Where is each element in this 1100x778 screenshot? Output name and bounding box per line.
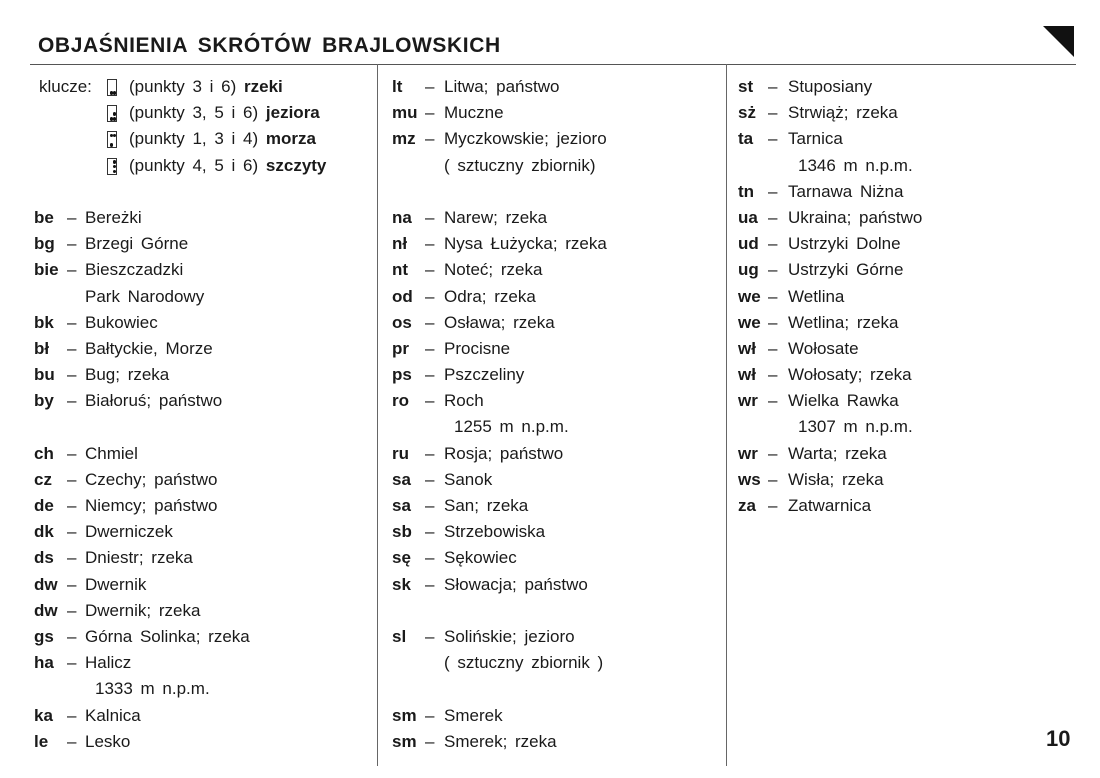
separator-dash: – [425, 338, 435, 358]
abbreviation-description: Ukraina; państwo [788, 207, 923, 227]
abbreviation-row [34, 703, 369, 729]
abbreviation-row [392, 441, 722, 467]
abbreviation-row [34, 493, 369, 519]
abbreviation-code: od [392, 286, 413, 306]
abbreviation-code: ua [738, 207, 758, 227]
legend-label: klucze: [39, 77, 92, 96]
separator-dash: – [425, 103, 435, 123]
abbreviation-code: st [738, 77, 754, 96]
abbreviation-row [34, 519, 369, 545]
abbreviation-description: Sękowiec [444, 548, 517, 568]
legend-item-text [129, 126, 316, 152]
separator-dash: – [67, 496, 77, 515]
abbreviation-row [34, 598, 369, 624]
separator-dash: – [67, 522, 77, 542]
abbreviation-description: Muczne [444, 103, 504, 123]
abbreviation-description: Wołosate [788, 338, 859, 358]
abbreviation-row [392, 336, 722, 362]
abbreviation-code: sm [392, 731, 417, 751]
abbreviation-code: ps [392, 365, 412, 385]
separator-dash: – [768, 312, 778, 332]
separator-dash: – [425, 260, 435, 280]
separator-dash: – [768, 469, 778, 489]
abbreviation-description: Ustrzyki Dolne [788, 234, 901, 254]
abbreviation-code: sl [392, 626, 407, 646]
abbreviation-description: Bug; rzeka [85, 365, 170, 385]
abbreviation-code: os [392, 312, 412, 332]
abbreviation-row [392, 598, 722, 624]
abbreviation-description: 1255 m n.p.m. [454, 417, 569, 437]
legend-item-text [129, 153, 326, 179]
abbreviation-row [34, 257, 369, 283]
abbreviation-code: we [738, 312, 761, 332]
separator-dash: – [67, 391, 77, 411]
abbreviation-description: Litwa; państwo [444, 77, 560, 96]
abbreviation-row [392, 205, 722, 231]
legend-points: (punkty 1, 3 i 4) [129, 129, 259, 149]
abbreviation-row [738, 310, 1068, 336]
separator-dash: – [425, 469, 435, 489]
abbreviation-row [392, 153, 722, 179]
abbreviation-description: Wetlina; rzeka [788, 312, 899, 332]
abbreviation-description: Dwernik; rzeka [85, 600, 201, 620]
abbreviation-row [392, 388, 722, 414]
legend-row [34, 74, 369, 100]
abbreviation-code: sa [392, 496, 411, 515]
abbreviation-description: Bieszczadzki [85, 260, 184, 280]
header-rule [30, 64, 1076, 65]
abbreviation-row [34, 545, 369, 571]
abbreviation-row [392, 572, 722, 598]
abbreviation-description: Myczkowskie; jezioro [444, 129, 607, 149]
abbreviation-row [738, 388, 1068, 414]
abbreviation-row [738, 74, 1068, 100]
abbreviation-description: Czechy; państwo [85, 469, 218, 489]
abbreviation-description: Strzebowiska [444, 522, 546, 542]
abbreviation-column-3 [738, 74, 1068, 519]
separator-dash: – [768, 365, 778, 385]
abbreviation-code: ch [34, 443, 54, 463]
separator-dash: – [425, 234, 435, 254]
abbreviation-description: Solińskie; jezioro [444, 626, 575, 646]
abbreviation-code: ha [34, 653, 54, 673]
abbreviation-description: Bukowiec [85, 312, 158, 332]
abbreviation-row [34, 362, 369, 388]
abbreviation-row [392, 729, 722, 755]
abbreviation-description: Park Narodowy [85, 286, 205, 306]
abbreviation-description: Smerek; rzeka [444, 731, 557, 751]
abbreviation-code: by [34, 391, 54, 411]
separator-dash: – [67, 653, 77, 673]
abbreviation-code: pr [392, 338, 409, 358]
abbreviation-row [392, 703, 722, 729]
abbreviation-description: Roch [444, 391, 484, 411]
abbreviation-description: Tarnica [788, 129, 843, 149]
abbreviation-row [392, 310, 722, 336]
abbreviation-code: ud [738, 234, 759, 254]
separator-dash: – [768, 181, 778, 201]
separator-dash: – [67, 443, 77, 463]
separator-dash: – [67, 548, 77, 568]
abbreviation-code: ro [392, 391, 409, 411]
separator-dash: – [425, 129, 435, 149]
separator-dash: – [425, 312, 435, 332]
abbreviation-description: San; rzeka [444, 496, 529, 515]
abbreviation-description: Tarnawa Niżna [788, 181, 904, 201]
braille-cell-icon [107, 158, 117, 175]
separator-dash: – [67, 731, 77, 751]
braille-key-legend [34, 74, 369, 205]
separator-dash: – [67, 365, 77, 385]
abbreviation-description: Wetlina [788, 286, 845, 306]
abbreviation-code: tn [738, 181, 755, 201]
abbreviation-code: wr [738, 443, 758, 463]
abbreviation-row [34, 729, 369, 755]
abbreviation-code: sż [738, 103, 756, 123]
abbreviation-code: ws [738, 469, 761, 489]
braille-dot-icon [113, 117, 117, 121]
abbreviation-row [392, 519, 722, 545]
abbreviation-code: sb [392, 522, 412, 542]
separator-dash: – [768, 77, 778, 96]
abbreviation-code: ru [392, 443, 409, 463]
abbreviation-description: ( sztuczny zbiornik) [444, 155, 596, 175]
abbreviation-description: Kalnica [85, 705, 141, 725]
abbreviation-row [392, 545, 722, 571]
abbreviation-code: sę [392, 548, 411, 568]
abbreviation-description: Lesko [85, 731, 131, 751]
braille-cell-icon [107, 105, 117, 122]
abbreviation-row [392, 231, 722, 257]
separator-dash: – [768, 496, 778, 515]
abbreviation-row [738, 257, 1068, 283]
separator-dash: – [67, 600, 77, 620]
abbreviation-row [34, 624, 369, 650]
separator-dash: – [768, 443, 778, 463]
abbreviation-row [34, 205, 369, 231]
abbreviation-description: Ustrzyki Górne [788, 260, 904, 280]
abbreviation-row [738, 336, 1068, 362]
abbreviation-column-1 [34, 74, 369, 755]
abbreviation-row [34, 467, 369, 493]
abbreviation-description: Noteć; rzeka [444, 260, 543, 280]
abbreviation-description: Strwiąż; rzeka [788, 103, 898, 123]
abbreviation-row [392, 179, 722, 205]
abbreviation-row [738, 126, 1068, 152]
abbreviation-row [392, 467, 722, 493]
abbreviation-code: wł [738, 365, 756, 385]
abbreviation-description: Stuposiany [788, 77, 873, 96]
abbreviation-row [392, 126, 722, 152]
abbreviation-code: ka [34, 705, 53, 725]
braille-dot-icon [113, 160, 117, 164]
legend-row [34, 100, 369, 126]
separator-dash: – [67, 626, 77, 646]
abbreviation-code: bu [34, 365, 55, 385]
abbreviation-description: Wielka Rawka [788, 391, 899, 411]
separator-dash: – [67, 705, 77, 725]
abbreviation-code: sm [392, 705, 417, 725]
braille-dot-icon [113, 91, 117, 95]
page-number: 10 [1046, 726, 1071, 751]
abbreviation-description: Białoruś; państwo [85, 391, 223, 411]
separator-dash: – [425, 77, 435, 96]
abbreviation-description: 1333 m n.p.m. [95, 679, 210, 699]
separator-dash: – [67, 207, 77, 227]
abbreviation-description: Smerek [444, 705, 503, 725]
separator-dash: – [67, 260, 77, 280]
abbreviation-description: Dwerniczek [85, 522, 173, 542]
abbreviation-description: Niemcy; państwo [85, 496, 218, 515]
abbreviation-column-2 [392, 74, 722, 755]
separator-dash: – [425, 574, 435, 594]
separator-dash: – [425, 365, 435, 385]
separator-dash: – [425, 496, 435, 515]
legend-meaning: morza [265, 129, 316, 149]
abbreviation-row [34, 441, 369, 467]
abbreviation-row [738, 231, 1068, 257]
abbreviation-code: ta [738, 129, 754, 149]
abbreviation-row [392, 362, 722, 388]
abbreviation-code: cz [34, 469, 52, 489]
braille-dot-icon [113, 134, 117, 138]
abbreviation-code: le [34, 731, 49, 751]
abbreviation-code: dk [34, 522, 54, 542]
abbreviation-description: Rosja; państwo [444, 443, 564, 463]
abbreviation-code: wr [738, 391, 758, 411]
abbreviation-row [34, 231, 369, 257]
abbreviation-description: Nysa Łużycka; rzeka [444, 234, 607, 254]
abbreviation-code: mu [392, 103, 418, 123]
abbreviation-row [738, 441, 1068, 467]
abbreviation-code: sa [392, 469, 411, 489]
separator-dash: – [768, 391, 778, 411]
legend-points: (punkty 3 i 6) [129, 77, 237, 96]
abbreviation-code: sk [392, 574, 411, 594]
legend-meaning: jeziora [265, 103, 320, 123]
separator-dash: – [768, 207, 778, 227]
legend-points: (punkty 4, 5 i 6) [129, 155, 259, 175]
abbreviation-description: Słowacja; państwo [444, 574, 588, 594]
legend-item-text [129, 74, 283, 100]
abbreviation-description: Wołosaty; rzeka [788, 365, 912, 385]
abbreviation-code: de [34, 496, 54, 515]
abbreviation-description: Bereżki [85, 207, 142, 227]
abbreviation-row [392, 284, 722, 310]
braille-cell-icon [107, 131, 117, 148]
abbreviation-row [34, 388, 369, 414]
legend-row [34, 153, 369, 179]
separator-dash: – [425, 705, 435, 725]
separator-dash: – [67, 234, 77, 254]
braille-dot-icon [113, 170, 117, 174]
abbreviation-code: za [738, 496, 756, 515]
abbreviation-row [34, 414, 369, 440]
abbreviation-row [392, 100, 722, 126]
abbreviation-description: Osława; rzeka [444, 312, 555, 332]
abbreviation-code: ug [738, 260, 759, 280]
separator-dash: – [768, 286, 778, 306]
abbreviation-row [738, 362, 1068, 388]
abbreviation-row [392, 650, 722, 676]
braille-dot-icon [110, 143, 114, 147]
abbreviation-description: Procisne [444, 338, 511, 358]
abbreviation-description: Sanok [444, 469, 493, 489]
abbreviation-row [738, 153, 1068, 179]
abbreviation-description: Warta; rzeka [788, 443, 887, 463]
abbreviation-description: ( sztuczny zbiornik ) [444, 653, 604, 673]
legend-meaning: szczyty [265, 155, 327, 175]
abbreviation-row [34, 572, 369, 598]
separator-dash: – [67, 469, 77, 489]
abbreviation-row [392, 74, 722, 100]
abbreviation-description: Halicz [85, 653, 132, 673]
legend-meaning: rzeki [244, 77, 283, 96]
abbreviation-description: 1307 m n.p.m. [798, 417, 913, 437]
abbreviation-row [738, 467, 1068, 493]
abbreviation-code: lt [392, 77, 403, 96]
separator-dash: – [67, 312, 77, 332]
separator-dash: – [67, 574, 77, 594]
abbreviation-description: Brzegi Górne [85, 234, 189, 254]
abbreviation-code: na [392, 207, 412, 227]
abbreviation-description: Dwernik [85, 574, 147, 594]
braille-cell-icon [107, 79, 117, 96]
abbreviation-description: Górna Solinka; rzeka [85, 626, 250, 646]
abbreviation-row [392, 493, 722, 519]
abbreviation-code: we [738, 286, 761, 306]
page-title: OBJAŚNIENIA SKRÓTÓW BRAJLOWSKICH [38, 34, 501, 57]
abbreviation-code: gs [34, 626, 54, 646]
abbreviation-description: Chmiel [85, 443, 138, 463]
abbreviation-code: ds [34, 548, 54, 568]
abbreviation-description: Narew; rzeka [444, 207, 548, 227]
separator-dash: – [425, 286, 435, 306]
abbreviation-row [738, 414, 1068, 440]
abbreviation-code: dw [34, 600, 58, 620]
braille-dot-icon [113, 165, 117, 169]
abbreviation-description: 1346 m n.p.m. [798, 155, 913, 175]
separator-dash: – [425, 443, 435, 463]
abbreviation-row [738, 284, 1068, 310]
separator-dash: – [768, 103, 778, 123]
separator-dash: – [67, 338, 77, 358]
legend-points: (punkty 3, 5 i 6) [129, 103, 259, 123]
abbreviation-description: Zatwarnica [788, 496, 872, 515]
abbreviation-description: Wisła; rzeka [788, 469, 884, 489]
abbreviation-code: be [34, 207, 54, 227]
abbreviation-row [34, 336, 369, 362]
legend-row [34, 126, 369, 152]
abbreviation-row [34, 310, 369, 336]
separator-dash: – [425, 522, 435, 542]
abbreviation-row [34, 676, 369, 702]
corner-triangle-icon [1043, 26, 1074, 57]
abbreviation-code: wł [738, 338, 756, 358]
separator-dash: – [425, 548, 435, 568]
abbreviation-row [392, 624, 722, 650]
abbreviation-row [392, 257, 722, 283]
abbreviation-description: Dniestr; rzeka [85, 548, 193, 568]
separator-dash: – [768, 234, 778, 254]
separator-dash: – [768, 338, 778, 358]
separator-dash: – [425, 731, 435, 751]
separator-dash: – [425, 626, 435, 646]
abbreviation-description: Odra; rzeka [444, 286, 536, 306]
abbreviation-description: Pszczeliny [444, 365, 525, 385]
abbreviation-code: nt [392, 260, 409, 280]
abbreviation-row [738, 205, 1068, 231]
separator-dash: – [425, 391, 435, 411]
column-divider [726, 64, 727, 766]
abbreviation-code: bie [34, 260, 59, 280]
abbreviation-row [738, 100, 1068, 126]
abbreviation-row [392, 414, 722, 440]
abbreviation-code: bg [34, 234, 55, 254]
abbreviation-code: dw [34, 574, 58, 594]
legend-spacer [34, 179, 369, 205]
abbreviation-code: bł [34, 338, 50, 358]
abbreviation-code: bk [34, 312, 54, 332]
abbreviation-code: nł [392, 234, 408, 254]
abbreviation-description: Bałtyckie, Morze [85, 338, 213, 358]
abbreviation-code: mz [392, 129, 416, 149]
abbreviation-row [34, 650, 369, 676]
separator-dash: – [768, 260, 778, 280]
separator-dash: – [768, 129, 778, 149]
legend-item-text [129, 100, 320, 126]
abbreviation-row [738, 493, 1068, 519]
abbreviation-row [738, 179, 1068, 205]
abbreviation-row [34, 284, 369, 310]
column-divider [377, 64, 378, 766]
abbreviation-row [392, 676, 722, 702]
separator-dash: – [425, 207, 435, 227]
braille-dot-icon [113, 112, 117, 116]
